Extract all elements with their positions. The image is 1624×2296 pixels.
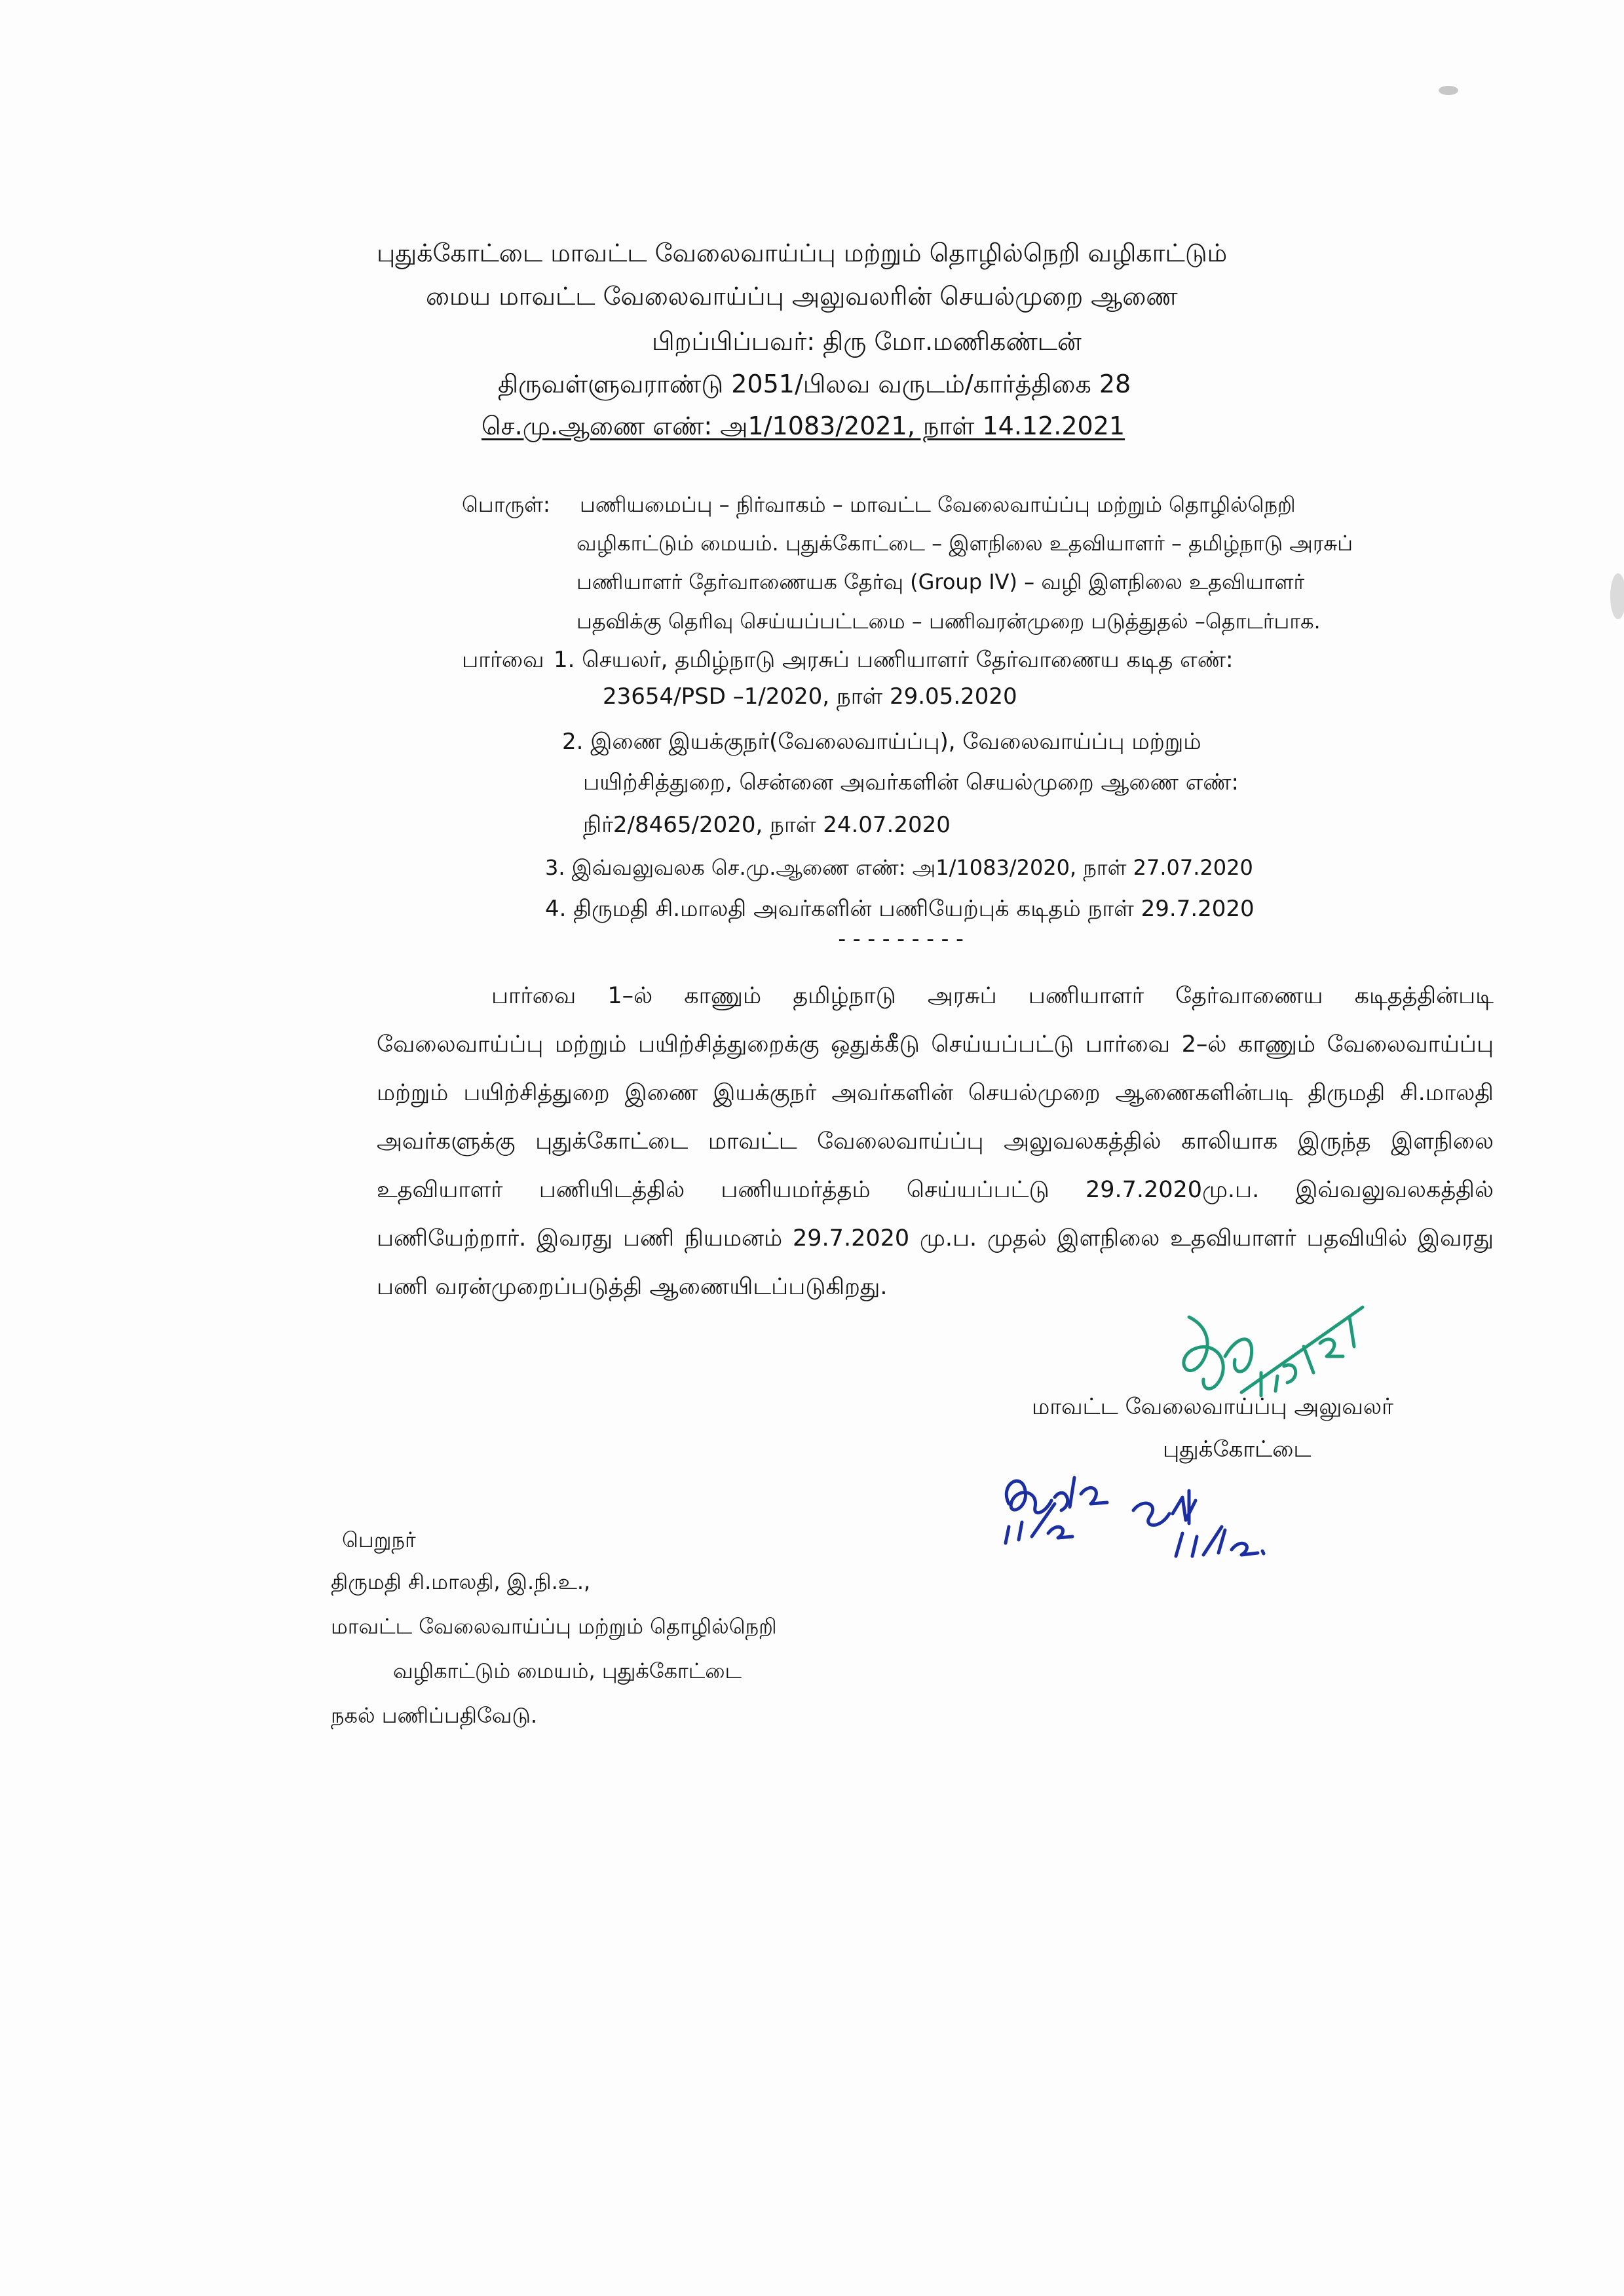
separator-line: --------- — [835, 926, 968, 952]
issued-by: பிறப்பிப்பவர்: திரு மோ.மணிகண்டன் — [652, 327, 1082, 356]
subject-label: பொருள்: — [462, 492, 550, 517]
subject-line-4: பதவிக்கு தெரிவு செய்யப்பட்டமை – பணிவரன்முறை படுத்துதல் –தொடர்பாக. — [576, 609, 1321, 634]
order-paragraph — [377, 972, 1494, 1311]
initials-2-mark — [1124, 1484, 1274, 1576]
subject-line-3: பணியாளர் தேர்வாணையக தேர்வு (Group IV) – வழி இளநிலை உதவியாளர் — [576, 569, 1305, 594]
initials-1 — [992, 1464, 1117, 1563]
initials-1-mark — [992, 1464, 1117, 1563]
scan-speck — [1439, 86, 1458, 95]
reference-2-line-1: 2. இணை இயக்குநர்(வேலைவாய்ப்பு), வேலைவாய்ப்பு மற்றும் — [562, 729, 1201, 755]
signatory-place: புதுக்கோட்டை — [1163, 1436, 1312, 1463]
recipient-office-line-1: மாவட்ட வேலைவாய்ப்பு மற்றும் தொழில்நெறி — [331, 1614, 777, 1639]
copy-note: நகல் பணிப்பதிவேடு. — [331, 1703, 538, 1728]
initials-2 — [1124, 1484, 1274, 1576]
header-title-line-2: மைய மாவட்ட வேலைவாய்ப்பு அலுவலரின் செயல்முறை ஆணை — [426, 282, 1178, 311]
header-date-line: திருவள்ளுவராண்டு 2051/பிலவ வருடம்/கார்த்திகை 28 — [498, 370, 1131, 398]
reference-1-line-2: 23654/PSD –1/2020, நாள் 29.05.2020 — [603, 683, 1017, 710]
recipient-label: பெறுநர் — [342, 1527, 416, 1552]
reference-1-line-1: 1. செயலர், தமிழ்நாடு அரசுப் பணியாளர் தேர்வாணைய கடித எண்: — [554, 647, 1234, 673]
subject-line-2: வழிகாட்டும் மையம். புதுக்கோட்டை – இளநிலை உதவியாளர் – தமிழ்நாடு அரசுப் — [576, 531, 1353, 556]
subject-line-1: பணியமைப்பு – நிர்வாகம் – மாவட்ட வேலைவாய்ப்பு மற்றும் தொழில்நெறி — [580, 492, 1296, 517]
officer-signature — [1163, 1294, 1379, 1406]
order-paragraph-text: பார்வை 1–ல் காணும் தமிழ்நாடு அரசுப் பணியாளர் தேர்வாணைய கடிதத்தின்படி வேலைவாய்ப்பு மற்றும் பயிற்சித்துறைக்கு ஒதுக்கீடு செய்யப்பட்டு பார்வை 2–ல் காணும் வேலைவாய்ப்பு மற்றும் பயிற்சித்துறை இணை இயக்குநர் அவர்களின் செயல்முறை ஆணைகளின்படி திருமதி சி.மாலதி அவர்களுக்கு புதுக்கோட்டை மாவட்ட வேலைவாய்ப்பு அலுவலகத்தில் காலியாக இருந்த இளநிலை உதவியாளர் பணியிடத்தில் பணியமர்த்தம் செய்யப்பட்டு 29.7.2020மு.ப. இவ்வலுவலகத்தில் பணியேற்றார். இவரது பணி நியமனம் 29.7.2020 மு.ப. முதல் இளநிலை உதவியாளர் பதவியில் இவரது பணி வரன்முறைப்படுத்தி ஆணையிடப்படுகிறது. — [377, 983, 1494, 1300]
officer-signature-mark — [1163, 1294, 1379, 1406]
order-number: செ.மு.ஆணை எண்: அ1/1083/2021, நாள் 14.12.2021 — [482, 411, 1125, 440]
header-title-line-1: புதுக்கோட்டை மாவட்ட வேலைவாய்ப்பு மற்றும் தொழில்நெறி வழிகாட்டும் — [377, 239, 1228, 267]
recipient-office-line-2: வழிகாட்டும் மையம், புதுக்கோட்டை — [393, 1658, 742, 1683]
reference-4-line-1: 4. திருமதி சி.மாலதி அவர்களின் பணியேற்புக் கடிதம் நாள் 29.7.2020 — [545, 896, 1255, 922]
reference-2-line-2: பயிற்சித்துறை, சென்னை அவர்களின் செயல்முறை ஆணை எண்: — [583, 769, 1239, 795]
reference-2-line-3: நிர்2/8465/2020, நாள் 24.07.2020 — [583, 812, 951, 838]
recipient-name: திருமதி சி.மாலதி, இ.நி.உ., — [331, 1569, 591, 1594]
reference-3-line-1: 3. இவ்வலுவலக செ.மு.ஆணை எண்: அ1/1083/2020, நாள் 27.07.2020 — [545, 855, 1253, 880]
references-label: பார்வை — [462, 647, 544, 673]
scan-edge-shadow — [1610, 573, 1624, 619]
signatory-designation: மாவட்ட வேலைவாய்ப்பு அலுவலர் — [1032, 1394, 1393, 1420]
